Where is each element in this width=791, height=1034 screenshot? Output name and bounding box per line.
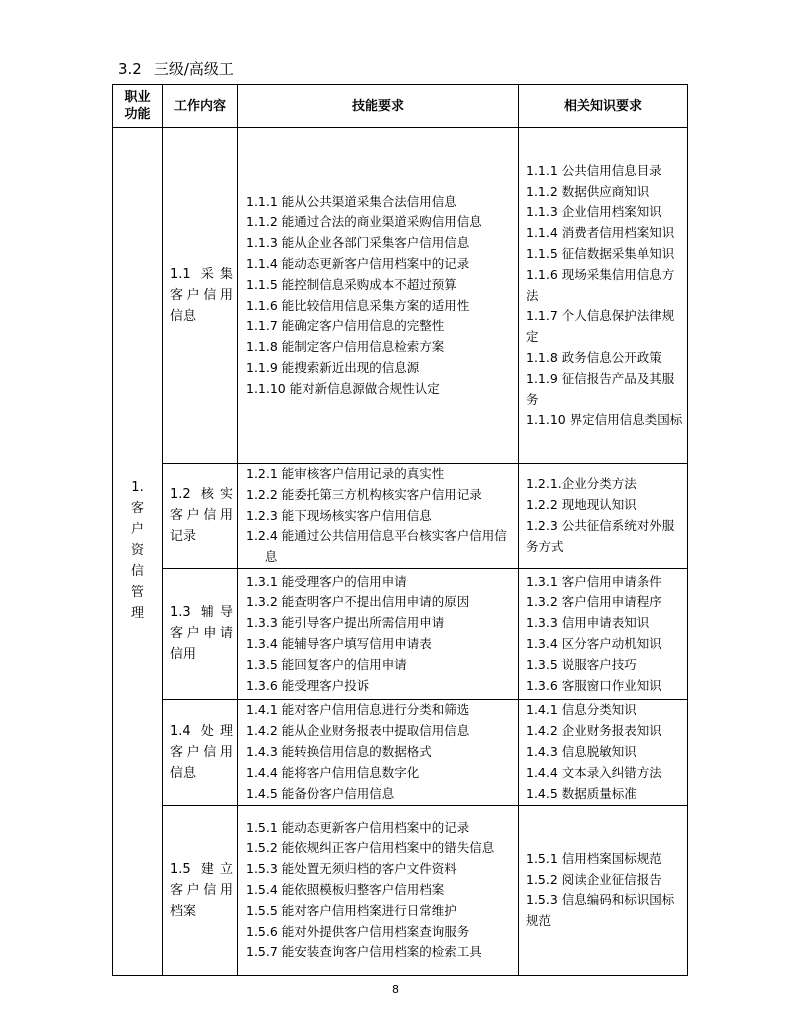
- knowledge-item: 1.1.7 个人信息保护法律规定: [526, 308, 675, 345]
- skill-item: 1.1.2 能通过合法的商业渠道采购信用信息: [246, 214, 482, 230]
- table-header-row: [113, 85, 688, 128]
- knowledge-item: 1.5.2 阅读企业征信报告: [526, 871, 662, 887]
- work-content-cell: 1.2 核实客户信用记录: [163, 464, 238, 569]
- knowledge-item: 1.1.2 数据供应商知识: [526, 183, 650, 199]
- knowledge-item: 1.2.2 现地现认知识: [526, 497, 637, 513]
- skill-item: 1.1.10 能对新信息源做合规性认定: [246, 380, 440, 396]
- work-content-cell: 1.4 处理客户信用信息: [163, 699, 238, 805]
- section-title-text: 三级/高级工: [153, 60, 234, 78]
- knowledge-item: 1.3.5 说服客户技巧: [526, 656, 637, 672]
- skill-item: 1.1.8 能制定客户信用信息检索方案: [246, 339, 445, 355]
- work-content-cell: 1.5 建立客户信用档案: [163, 805, 238, 975]
- function-cell: [113, 128, 163, 976]
- skill-item: 1.1.5 能控制信息采购成本不超过预算: [246, 276, 457, 292]
- skill-item: 1.2.2 能委托第三方机构核实客户信用记录: [246, 486, 482, 502]
- knowledge-cell: [519, 805, 688, 975]
- page-number: 8: [392, 983, 399, 996]
- work-content-cell: 1.3 辅导客户申请信用: [163, 568, 238, 699]
- knowledge-item: 1.4.2 企业财务报表知识: [526, 723, 662, 739]
- function-name-char: 信: [130, 564, 144, 580]
- function-name-char: 管: [130, 585, 144, 601]
- skill-item: 1.1.7 能确定客户信用信息的完整性: [246, 318, 445, 334]
- requirements-table: [112, 84, 688, 976]
- skills-cell: [238, 464, 519, 569]
- knowledge-item: 1.2.1.企业分类方法: [526, 476, 637, 492]
- skill-item: 1.4.2 能从企业财务报表中提取信用信息: [246, 723, 470, 739]
- function-name-char: 客: [130, 501, 144, 517]
- skill-item: 1.3.6 能受理客户投诉: [246, 677, 370, 693]
- work-content-cell: 1.1 采集客户信用信息: [163, 128, 238, 464]
- function-name-char: 资: [130, 543, 144, 559]
- skill-item: 1.5.5 能对客户信用档案进行日常维护: [246, 902, 457, 918]
- skills-cell: [238, 699, 519, 805]
- function-number: 1.: [131, 480, 144, 496]
- skill-item: 1.3.3 能引导客户提出所需信用申请: [246, 615, 445, 631]
- knowledge-item: 1.3.6 客服窗口作业知识: [526, 677, 662, 693]
- skill-item: 1.1.9 能搜索新近出现的信息源: [246, 359, 420, 375]
- knowledge-item: 1.1.1 公共信用信息目录: [526, 162, 662, 178]
- header-function: 职业功能: [113, 85, 163, 128]
- knowledge-item: 1.4.4 文本录入纠错方法: [526, 764, 662, 780]
- skill-item: 1.3.5 能回复客户的信用申请: [246, 656, 407, 672]
- knowledge-item: 1.1.5 征信数据采集单知识: [526, 246, 675, 261]
- section-heading: [118, 58, 234, 80]
- knowledge-item: 1.2.3 公共征信系统对外服务方式: [526, 517, 675, 554]
- knowledge-item: 1.3.2 客户信用申请程序: [526, 594, 662, 610]
- knowledge-cell: [519, 568, 688, 699]
- skill-item: 1.5.7 能安装查询客户信用档案的检索工具: [246, 944, 482, 960]
- table-row: [113, 464, 688, 569]
- skill-item: 1.4.4 能将客户信用信息数字化: [246, 764, 420, 780]
- knowledge-item: 1.1.3 企业信用档案知识: [526, 204, 662, 220]
- skill-item: 1.4.5 能备份客户信用信息: [246, 785, 395, 801]
- knowledge-item: 1.5.3 信息编码和标识国标规范: [526, 892, 675, 929]
- skill-item: 1.1.3 能从企业各部门采集客户信用信息: [246, 235, 470, 251]
- skill-item: 1.4.3 能转换信用信息的数据格式: [246, 744, 432, 760]
- skill-item: 1.2.3 能下现场核实客户信用信息: [246, 507, 432, 523]
- table-row: [113, 568, 688, 699]
- skills-cell: [238, 568, 519, 699]
- skill-item: 1.2.1 能审核客户信用记录的真实性: [246, 466, 445, 481]
- skill-item: 1.4.1 能对客户信用信息进行分类和筛选: [246, 702, 470, 718]
- knowledge-cell: [519, 699, 688, 805]
- skill-item: 1.5.2 能依规纠正客户信用档案中的错失信息: [246, 840, 495, 856]
- function-name-char: 理: [130, 606, 144, 622]
- knowledge-item: 1.4.5 数据质量标准: [526, 785, 637, 801]
- skill-item: 1.5.1 能动态更新客户信用档案中的记录: [246, 819, 470, 835]
- skill-item: 1.3.2 能查明客户不提出信用申请的原因: [246, 594, 470, 610]
- skill-item: 1.1.6 能比较信用信息采集方案的适用性: [246, 297, 470, 313]
- table-row: [113, 128, 688, 464]
- knowledge-item: 1.5.1 信用档案国标规范: [526, 850, 662, 866]
- skills-cell: [238, 128, 519, 464]
- knowledge-item: 1.1.4 消费者信用档案知识: [526, 225, 675, 241]
- knowledge-item: 1.1.10 界定信用信息类国标: [526, 412, 683, 428]
- table-row: [113, 805, 688, 975]
- knowledge-cell: [519, 464, 688, 569]
- function-name-char: 户: [130, 522, 144, 538]
- knowledge-item: 1.3.3 信用申请表知识: [526, 615, 650, 631]
- knowledge-item: 1.4.3 信息脱敏知识: [526, 744, 637, 760]
- skills-cell: [238, 805, 519, 975]
- header-work-content: 工作内容: [163, 85, 238, 128]
- skill-item: 1.3.1 能受理客户的信用申请: [246, 573, 407, 589]
- skill-item: 1.5.4 能依照模板归整客户信用档案: [246, 882, 445, 898]
- skill-item: 1.1.4 能动态更新客户信用档案中的记录: [246, 255, 470, 271]
- header-knowledge-requirements: 相关知识要求: [519, 85, 688, 128]
- skill-item: 1.3.4 能辅导客户填写信用申请表: [246, 635, 432, 651]
- skill-item: 1.5.3 能处置无须归档的客户文件资料: [246, 861, 457, 877]
- skill-item: 1.5.6 能对外提供客户信用档案查询服务: [246, 923, 470, 939]
- knowledge-item: 1.4.1 信息分类知识: [526, 702, 637, 718]
- skill-item: 1.2.4 能通过公共信用信息平台核实客户信用信息: [246, 528, 507, 565]
- knowledge-item: 1.1.9 征信报告产品及其服务: [526, 370, 675, 407]
- knowledge-item: 1.1.6 现场采集信用信息方法: [526, 266, 675, 303]
- header-skill-requirements: 技能要求: [238, 85, 519, 128]
- knowledge-item: 1.3.4 区分客户动机知识: [526, 635, 662, 651]
- section-number: 3.2: [118, 60, 142, 78]
- knowledge-item: 1.1.8 政务信息公开政策: [526, 349, 662, 365]
- knowledge-cell: [519, 128, 688, 464]
- skill-item: 1.1.1 能从公共渠道采集合法信用信息: [246, 193, 457, 209]
- table-row: [113, 699, 688, 805]
- knowledge-item: 1.3.1 客户信用申请条件: [526, 573, 662, 589]
